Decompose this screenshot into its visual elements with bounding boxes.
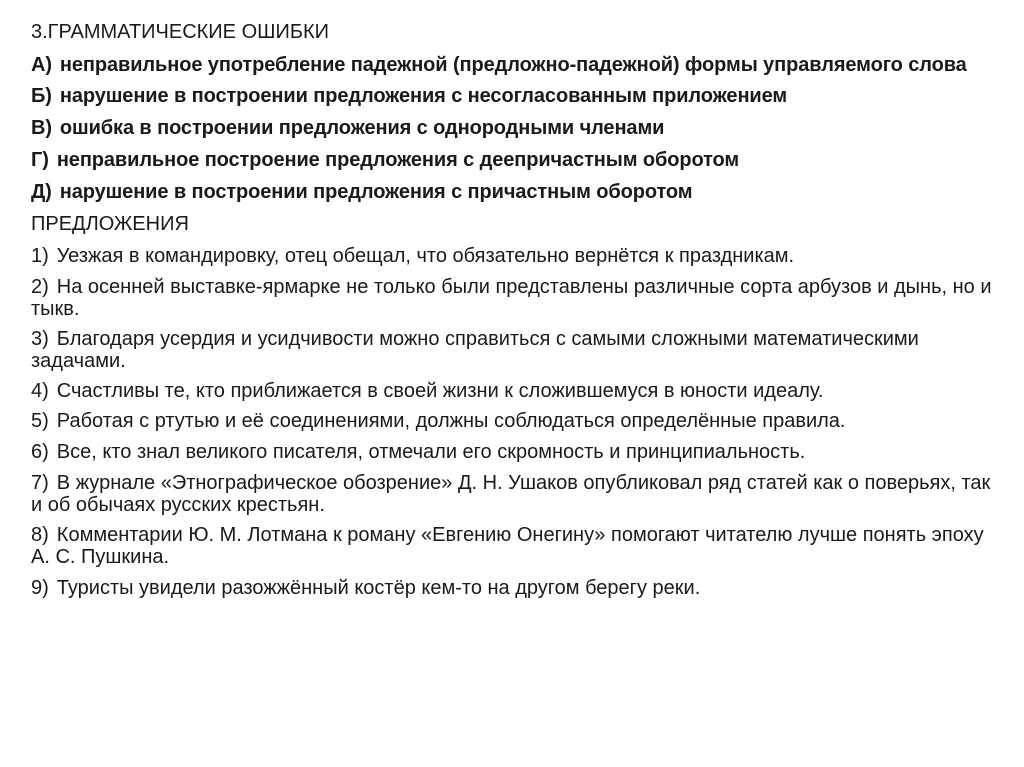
error-text: неправильное употребление падежной (предложно-падежной) формы управляемого слова — [59, 54, 967, 76]
sentence-marker: 5) — [31, 410, 49, 432]
sentence-marker: 2) — [31, 276, 49, 298]
sentence-item — [31, 576, 1006, 600]
sentence-text: Туристы увидели разожжённый костёр кем-то на другом берегу реки. — [56, 577, 701, 599]
sentence-marker: 4) — [31, 380, 49, 402]
sentence-marker: 8) — [31, 524, 49, 546]
error-text: нарушение в построении предложения с несогласованным приложением — [59, 85, 788, 107]
sentence-text: В журнале «Этнографическое обозрение» Д. Н. Ушаков опубликовал ряд статей как о поверьях, так и об обычаях русских крестьян. — [31, 472, 991, 516]
error-marker: Б) — [31, 85, 52, 107]
error-marker: Г) — [31, 149, 49, 171]
sentence-item — [31, 524, 1006, 568]
sentence-item — [31, 440, 1006, 464]
sentence-marker: 1) — [31, 245, 49, 267]
sentences-heading: ПРЕДЛОЖЕНИЯ — [31, 213, 189, 235]
error-type-v — [31, 116, 1006, 140]
error-text: неправильное построение предложения с деепричастным оборотом — [56, 149, 740, 171]
sentence-text: Благодаря усердия и усидчивости можно справиться с самыми сложными математическими задачами. — [31, 328, 919, 372]
sentence-text: Уезжая в командировку, отец обещал, что обязательно вернётся к праздникам. — [56, 245, 795, 267]
error-text: ошибка в построении предложения с однородными членами — [59, 117, 665, 139]
sentence-marker: 9) — [31, 577, 49, 599]
sentence-item — [31, 328, 1006, 372]
error-type-g — [31, 148, 1006, 172]
sentence-text: Комментарии Ю. М. Лотмана к роману «Евгению Онегину» помогают читателю лучше понять эпоху А. С. Пушкина. — [31, 524, 984, 568]
section-title: 3.ГРАММАТИЧЕСКИЕ ОШИБКИ — [31, 21, 329, 43]
error-type-d — [31, 180, 1006, 204]
sentence-item — [31, 380, 1006, 402]
error-marker: А) — [31, 54, 52, 76]
error-text: нарушение в построении предложения с причастным оборотом — [59, 181, 693, 203]
sentence-marker: 7) — [31, 472, 49, 494]
sentence-marker: 6) — [31, 441, 49, 463]
error-type-b — [31, 84, 1006, 108]
sentence-item — [31, 244, 1006, 268]
sentence-text: Счастливы те, кто приближается в своей жизни к сложившемуся в юности идеалу. — [56, 380, 824, 402]
sentence-item — [31, 276, 1006, 320]
sentence-item — [31, 410, 1006, 432]
error-type-a — [31, 54, 1006, 76]
error-marker: В) — [31, 117, 52, 139]
slide-content — [31, 20, 1006, 608]
sentence-text: Все, кто знал великого писателя, отмечали его скромность и принципиальность. — [56, 441, 806, 463]
sentence-text: На осенней выставке-ярмарке не только были представлены различные сорта арбузов и дынь, но и тыкв. — [31, 276, 992, 320]
error-marker: Д) — [31, 181, 52, 203]
sentence-marker: 3) — [31, 328, 49, 350]
sentence-item — [31, 472, 1006, 516]
sentence-text: Работая с ртутью и её соединениями, должны соблюдаться определённые правила. — [56, 410, 846, 432]
